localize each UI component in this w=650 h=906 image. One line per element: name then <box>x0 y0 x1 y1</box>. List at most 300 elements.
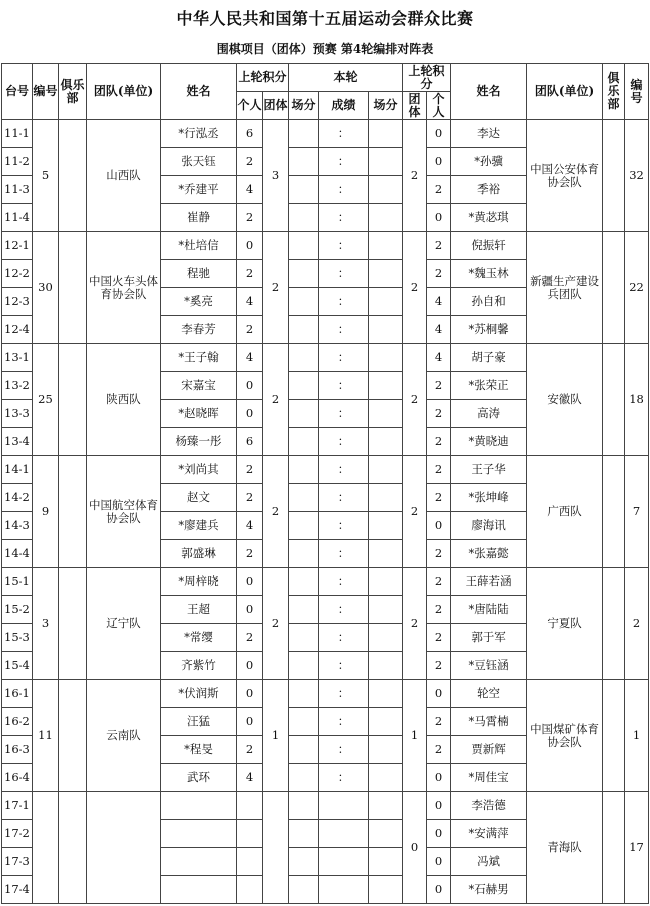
right-field-score <box>369 540 403 568</box>
right-club-cell <box>603 232 625 344</box>
right-individual-score: 2 <box>427 624 451 652</box>
left-player-name: 程驰 <box>161 260 237 288</box>
result-cell: ： <box>319 148 369 176</box>
right-field-score <box>369 736 403 764</box>
header-prev-score-right: 上轮积分 <box>403 64 451 92</box>
left-individual-score: 4 <box>237 512 263 540</box>
right-club-cell <box>603 680 625 792</box>
left-field-score <box>289 652 319 680</box>
header-team-score-right: 团体 <box>403 92 427 120</box>
left-individual-score: 0 <box>237 680 263 708</box>
right-individual-score: 2 <box>427 708 451 736</box>
right-field-score <box>369 848 403 876</box>
table-no-cell: 12-4 <box>2 316 33 344</box>
left-player-name: *廖建兵 <box>161 512 237 540</box>
right-field-score <box>369 260 403 288</box>
table-no-cell: 17-4 <box>2 876 33 904</box>
left-field-score <box>289 792 319 820</box>
left-player-name: 汪猛 <box>161 708 237 736</box>
left-individual-score: 2 <box>237 260 263 288</box>
result-cell: ： <box>319 232 369 260</box>
left-individual-score: 0 <box>237 652 263 680</box>
result-cell: ： <box>319 540 369 568</box>
header-team-right: 团队(单位) <box>527 64 603 120</box>
result-cell: ： <box>319 484 369 512</box>
table-row <box>2 344 649 372</box>
right-player-name: 胡子豪 <box>451 344 527 372</box>
right-player-name: 李达 <box>451 120 527 148</box>
right-field-score <box>369 428 403 456</box>
right-team-name: 中国煤矿体育协会队 <box>527 680 603 792</box>
left-individual-score: 2 <box>237 540 263 568</box>
left-team-score: 2 <box>263 232 289 344</box>
table-no-cell: 13-2 <box>2 372 33 400</box>
right-field-score <box>369 820 403 848</box>
table-no-cell: 12-1 <box>2 232 33 260</box>
left-team-name: 中国火车头体育协会队 <box>87 232 161 344</box>
right-individual-score: 2 <box>427 428 451 456</box>
right-team-score: 2 <box>403 120 427 232</box>
right-field-score <box>369 484 403 512</box>
left-individual-score: 0 <box>237 372 263 400</box>
table-no-cell: 15-3 <box>2 624 33 652</box>
table-no-cell: 14-4 <box>2 540 33 568</box>
result-cell: ： <box>319 512 369 540</box>
left-player-name: 宋嘉宝 <box>161 372 237 400</box>
table-no-cell: 11-4 <box>2 204 33 232</box>
left-individual-score: 0 <box>237 596 263 624</box>
left-individual-score <box>237 848 263 876</box>
right-individual-score: 4 <box>427 344 451 372</box>
right-field-score <box>369 176 403 204</box>
result-cell: ： <box>319 596 369 624</box>
right-player-name: 孙自和 <box>451 288 527 316</box>
right-player-name: 高涛 <box>451 400 527 428</box>
table-no-cell: 13-3 <box>2 400 33 428</box>
result-cell: ： <box>319 260 369 288</box>
header-num-left: 编号 <box>33 64 59 120</box>
left-individual-score <box>237 876 263 904</box>
left-field-score <box>289 708 319 736</box>
left-field-score <box>289 512 319 540</box>
left-player-name: *王子翰 <box>161 344 237 372</box>
left-individual-score: 0 <box>237 232 263 260</box>
left-individual-score: 4 <box>237 344 263 372</box>
right-player-name: *张荣正 <box>451 372 527 400</box>
right-individual-score: 2 <box>427 568 451 596</box>
left-field-score <box>289 204 319 232</box>
left-individual-score: 4 <box>237 176 263 204</box>
right-field-score <box>369 792 403 820</box>
right-individual-score: 0 <box>427 876 451 904</box>
left-field-score <box>289 148 319 176</box>
result-cell: ： <box>319 176 369 204</box>
right-player-name: 轮空 <box>451 680 527 708</box>
left-individual-score: 6 <box>237 120 263 148</box>
right-team-score: 1 <box>403 680 427 792</box>
table-no-cell: 14-3 <box>2 512 33 540</box>
left-field-score <box>289 848 319 876</box>
left-team-number: 25 <box>33 344 59 456</box>
right-individual-score: 0 <box>427 792 451 820</box>
left-team-score: 3 <box>263 120 289 232</box>
left-individual-score: 6 <box>237 428 263 456</box>
right-individual-score: 0 <box>427 848 451 876</box>
left-player-name: 崔静 <box>161 204 237 232</box>
left-team-name: 陕西队 <box>87 344 161 456</box>
right-club-cell <box>603 344 625 456</box>
table-row <box>2 568 649 596</box>
right-player-name: 王薛若涵 <box>451 568 527 596</box>
left-individual-score: 0 <box>237 708 263 736</box>
left-player-name: 张天钰 <box>161 148 237 176</box>
left-individual-score: 0 <box>237 400 263 428</box>
right-individual-score: 0 <box>427 148 451 176</box>
left-individual-score: 2 <box>237 456 263 484</box>
left-individual-score: 4 <box>237 288 263 316</box>
right-club-cell <box>603 568 625 680</box>
header-name-left: 姓名 <box>161 64 237 120</box>
right-player-name: *苏桐馨 <box>451 316 527 344</box>
left-team-number: 3 <box>33 568 59 680</box>
left-player-name: *周梓晓 <box>161 568 237 596</box>
left-player-name: *伏润斯 <box>161 680 237 708</box>
left-individual-score: 2 <box>237 204 263 232</box>
left-player-name: *刘尚其 <box>161 456 237 484</box>
result-cell: ： <box>319 120 369 148</box>
right-individual-score: 0 <box>427 680 451 708</box>
header-num-right: 编号 <box>625 64 649 120</box>
right-field-score <box>369 400 403 428</box>
left-team-score: 2 <box>263 568 289 680</box>
left-player-name <box>161 848 237 876</box>
left-team-score: 2 <box>263 344 289 456</box>
page-subtitle: 围棋项目（团体）预赛 第4轮编排对阵表 <box>216 42 434 56</box>
left-team-name: 山西队 <box>87 120 161 232</box>
left-team-name <box>87 792 161 904</box>
left-field-score <box>289 176 319 204</box>
header-field-left: 场分 <box>289 92 319 120</box>
right-individual-score: 0 <box>427 120 451 148</box>
right-individual-score: 2 <box>427 176 451 204</box>
right-team-number: 2 <box>625 568 649 680</box>
right-team-name: 宁夏队 <box>527 568 603 680</box>
right-team-number: 18 <box>625 344 649 456</box>
left-field-score <box>289 344 319 372</box>
right-player-name: 李浩德 <box>451 792 527 820</box>
right-individual-score: 2 <box>427 652 451 680</box>
right-individual-score: 0 <box>427 764 451 792</box>
header-result: 成绩 <box>319 92 369 120</box>
right-individual-score: 2 <box>427 736 451 764</box>
left-player-name: *杜培信 <box>161 232 237 260</box>
left-field-score <box>289 820 319 848</box>
header-team-left: 团队(单位) <box>87 64 161 120</box>
left-field-score <box>289 260 319 288</box>
right-player-name: 冯斌 <box>451 848 527 876</box>
left-club-cell <box>59 792 87 904</box>
left-player-name: 王超 <box>161 596 237 624</box>
left-team-name: 云南队 <box>87 680 161 792</box>
right-individual-score: 2 <box>427 232 451 260</box>
left-club-cell <box>59 232 87 344</box>
result-cell: ： <box>319 680 369 708</box>
right-individual-score: 0 <box>427 204 451 232</box>
result-cell: ： <box>319 344 369 372</box>
left-player-name: 赵文 <box>161 484 237 512</box>
left-field-score <box>289 372 319 400</box>
left-team-number <box>33 792 59 904</box>
table-no-cell: 15-2 <box>2 596 33 624</box>
right-player-name: *魏玉林 <box>451 260 527 288</box>
left-field-score <box>289 736 319 764</box>
left-field-score <box>289 540 319 568</box>
left-team-score <box>263 792 289 904</box>
right-field-score <box>369 316 403 344</box>
left-player-name: *常缨 <box>161 624 237 652</box>
result-cell: ： <box>319 624 369 652</box>
right-individual-score: 2 <box>427 540 451 568</box>
header-club-left: 俱乐部 <box>59 64 87 120</box>
header-name-right: 姓名 <box>451 64 527 120</box>
table-no-cell: 17-1 <box>2 792 33 820</box>
right-individual-score: 0 <box>427 820 451 848</box>
result-cell: ： <box>319 400 369 428</box>
table-no-cell: 12-2 <box>2 260 33 288</box>
result-cell <box>319 792 369 820</box>
left-team-name: 中国航空体育协会队 <box>87 456 161 568</box>
left-field-score <box>289 680 319 708</box>
right-player-name: 廖海讯 <box>451 512 527 540</box>
left-club-cell <box>59 680 87 792</box>
left-club-cell <box>59 568 87 680</box>
left-field-score <box>289 484 319 512</box>
right-individual-score: 2 <box>427 456 451 484</box>
page-title: 中华人民共和国第十五届运动会群众比赛 <box>176 9 474 28</box>
right-field-score <box>369 708 403 736</box>
right-club-cell <box>603 120 625 232</box>
right-field-score <box>369 372 403 400</box>
right-player-name: *张嘉懿 <box>451 540 527 568</box>
table-no-cell: 13-4 <box>2 428 33 456</box>
result-cell <box>319 876 369 904</box>
right-player-name: *石赫男 <box>451 876 527 904</box>
right-individual-score: 2 <box>427 372 451 400</box>
right-team-number: 22 <box>625 232 649 344</box>
table-no-cell: 16-1 <box>2 680 33 708</box>
table-no-cell: 11-3 <box>2 176 33 204</box>
right-player-name: 郭于军 <box>451 624 527 652</box>
right-player-name: 王子华 <box>451 456 527 484</box>
header-field-right: 场分 <box>369 92 403 120</box>
result-cell: ： <box>319 428 369 456</box>
left-player-name: 武环 <box>161 764 237 792</box>
right-team-name: 新疆生产建设兵团队 <box>527 232 603 344</box>
right-individual-score: 0 <box>427 512 451 540</box>
table-no-cell: 16-4 <box>2 764 33 792</box>
left-field-score <box>289 624 319 652</box>
right-team-name: 安徽队 <box>527 344 603 456</box>
table-no-cell: 11-2 <box>2 148 33 176</box>
table-no-cell: 16-2 <box>2 708 33 736</box>
right-player-name: 贾新辉 <box>451 736 527 764</box>
right-individual-score: 2 <box>427 484 451 512</box>
right-team-number: 32 <box>625 120 649 232</box>
left-team-score: 1 <box>263 680 289 792</box>
right-club-cell <box>603 792 625 904</box>
table-no-cell: 16-3 <box>2 736 33 764</box>
table-row <box>2 120 649 148</box>
header-prev-score-left: 上轮积分 <box>237 64 289 92</box>
left-field-score <box>289 764 319 792</box>
right-field-score <box>369 512 403 540</box>
left-player-name <box>161 876 237 904</box>
right-field-score <box>369 288 403 316</box>
left-field-score <box>289 120 319 148</box>
right-field-score <box>369 624 403 652</box>
left-field-score <box>289 316 319 344</box>
table-row <box>2 792 649 820</box>
match-body <box>2 120 649 904</box>
table-no-cell: 14-2 <box>2 484 33 512</box>
table-no-cell: 17-2 <box>2 820 33 848</box>
result-cell: ： <box>319 456 369 484</box>
left-field-score <box>289 596 319 624</box>
right-team-score: 2 <box>403 232 427 344</box>
left-club-cell <box>59 344 87 456</box>
left-individual-score: 2 <box>237 624 263 652</box>
table-no-cell: 14-1 <box>2 456 33 484</box>
right-player-name: *马霄楠 <box>451 708 527 736</box>
left-player-name: *乔建平 <box>161 176 237 204</box>
left-field-score <box>289 456 319 484</box>
left-field-score <box>289 568 319 596</box>
table-row <box>2 456 649 484</box>
header-table-no: 台号 <box>2 64 33 120</box>
left-player-name: 郭盛琳 <box>161 540 237 568</box>
left-individual-score <box>237 820 263 848</box>
left-field-score <box>289 288 319 316</box>
left-team-number: 30 <box>33 232 59 344</box>
right-team-number: 1 <box>625 680 649 792</box>
table-no-cell: 17-3 <box>2 848 33 876</box>
right-field-score <box>369 596 403 624</box>
result-cell: ： <box>319 568 369 596</box>
right-team-name: 青海队 <box>527 792 603 904</box>
left-player-name: 李春芳 <box>161 316 237 344</box>
right-individual-score: 2 <box>427 260 451 288</box>
result-cell <box>319 848 369 876</box>
right-field-score <box>369 148 403 176</box>
result-cell: ： <box>319 652 369 680</box>
right-team-score: 0 <box>403 792 427 904</box>
right-player-name: *安满萍 <box>451 820 527 848</box>
left-individual-score <box>237 792 263 820</box>
result-cell: ： <box>319 204 369 232</box>
right-individual-score: 2 <box>427 400 451 428</box>
right-field-score <box>369 120 403 148</box>
left-team-name: 辽宁队 <box>87 568 161 680</box>
table-no-cell: 11-1 <box>2 120 33 148</box>
result-cell: ： <box>319 764 369 792</box>
result-cell: ： <box>319 736 369 764</box>
right-player-name: *豆钰涵 <box>451 652 527 680</box>
result-cell: ： <box>319 708 369 736</box>
table-no-cell: 15-4 <box>2 652 33 680</box>
right-team-score: 2 <box>403 568 427 680</box>
right-field-score <box>369 344 403 372</box>
right-team-number: 17 <box>625 792 649 904</box>
right-field-score <box>369 204 403 232</box>
left-team-number: 9 <box>33 456 59 568</box>
left-player-name: *赵晓晖 <box>161 400 237 428</box>
left-player-name: *程旻 <box>161 736 237 764</box>
right-player-name: *张坤峰 <box>451 484 527 512</box>
pairing-table <box>1 63 649 904</box>
right-player-name: *黄晓迪 <box>451 428 527 456</box>
right-field-score <box>369 568 403 596</box>
right-team-score: 2 <box>403 456 427 568</box>
left-player-name: *行泓丞 <box>161 120 237 148</box>
header-club-right: 俱乐部 <box>603 64 625 120</box>
right-player-name: *黄苾琪 <box>451 204 527 232</box>
right-field-score <box>369 652 403 680</box>
left-field-score <box>289 400 319 428</box>
right-field-score <box>369 456 403 484</box>
right-player-name: *周佳宝 <box>451 764 527 792</box>
table-no-cell: 13-1 <box>2 344 33 372</box>
right-field-score <box>369 680 403 708</box>
left-team-score: 2 <box>263 456 289 568</box>
right-club-cell <box>603 456 625 568</box>
table-no-cell: 12-3 <box>2 288 33 316</box>
right-player-name: *唐陆陆 <box>451 596 527 624</box>
right-team-name: 中国公安体育协会队 <box>527 120 603 232</box>
right-player-name: *孙骥 <box>451 148 527 176</box>
left-individual-score: 2 <box>237 736 263 764</box>
right-individual-score: 2 <box>427 596 451 624</box>
right-team-score: 2 <box>403 344 427 456</box>
left-player-name: 齐紫竹 <box>161 652 237 680</box>
left-team-number: 5 <box>33 120 59 232</box>
result-cell: ： <box>319 288 369 316</box>
right-field-score <box>369 876 403 904</box>
left-field-score <box>289 876 319 904</box>
right-player-name: 倪振轩 <box>451 232 527 260</box>
left-club-cell <box>59 456 87 568</box>
result-cell: ： <box>319 316 369 344</box>
left-player-name <box>161 820 237 848</box>
right-field-score <box>369 232 403 260</box>
left-individual-score: 4 <box>237 764 263 792</box>
result-cell <box>319 820 369 848</box>
header-individual-right: 个人 <box>427 92 451 120</box>
header-this-round: 本轮 <box>289 64 403 92</box>
right-individual-score: 4 <box>427 288 451 316</box>
right-team-number: 7 <box>625 456 649 568</box>
left-field-score <box>289 232 319 260</box>
table-row <box>2 232 649 260</box>
left-individual-score: 2 <box>237 316 263 344</box>
result-cell: ： <box>319 372 369 400</box>
right-player-name: 季裕 <box>451 176 527 204</box>
left-individual-score: 2 <box>237 484 263 512</box>
right-individual-score: 4 <box>427 316 451 344</box>
table-no-cell: 15-1 <box>2 568 33 596</box>
left-player-name: *奚亮 <box>161 288 237 316</box>
left-player-name: 杨臻一彤 <box>161 428 237 456</box>
right-field-score <box>369 764 403 792</box>
